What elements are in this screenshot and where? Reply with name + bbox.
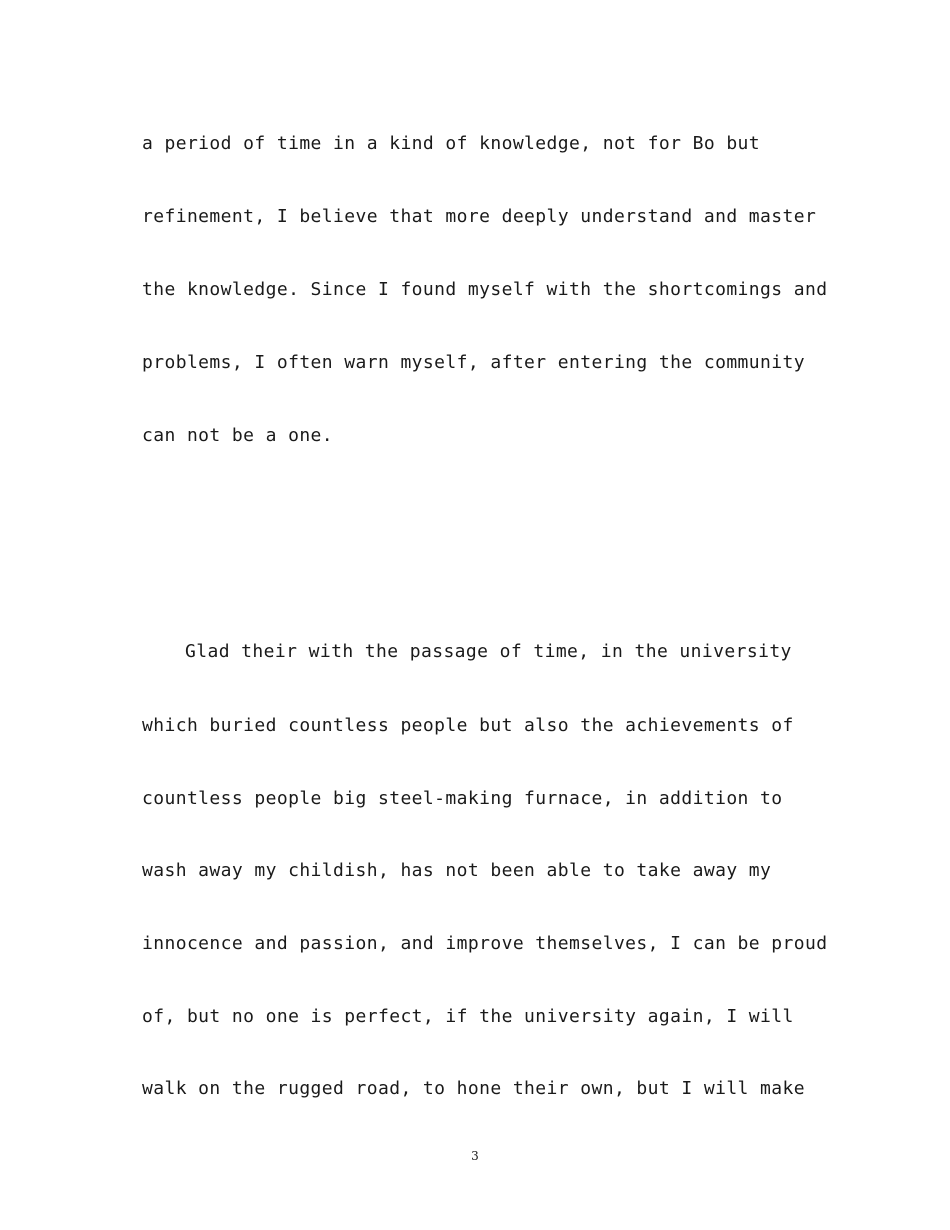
text-line: walk on the rugged road, to hone their own, but I will make <box>142 1078 805 1099</box>
text-line: the knowledge. Since I found myself with the shortcomings and <box>142 279 828 300</box>
text-line: problems, I often warn myself, after entering the community <box>142 352 805 373</box>
text-line: of, but no one is perfect, if the university again, I will <box>142 1006 794 1027</box>
text-line: which buried countless people but also the achievements of <box>142 715 794 736</box>
text-line: a period of time in a kind of knowledge, not for Bo but <box>142 133 761 154</box>
page-number: 3 <box>471 1149 479 1163</box>
text-line: can not be a one. <box>142 425 334 446</box>
text-line: Glad their with the passage of time, in the university <box>185 641 792 662</box>
text-line: countless people big steel-making furnace, in addition to <box>142 788 783 809</box>
text-line: innocence and passion, and improve themselves, I can be proud <box>142 933 828 954</box>
text-line: refinement, I believe that more deeply understand and master <box>142 206 817 227</box>
text-line: wash away my childish, has not been able to take away my <box>142 860 772 881</box>
